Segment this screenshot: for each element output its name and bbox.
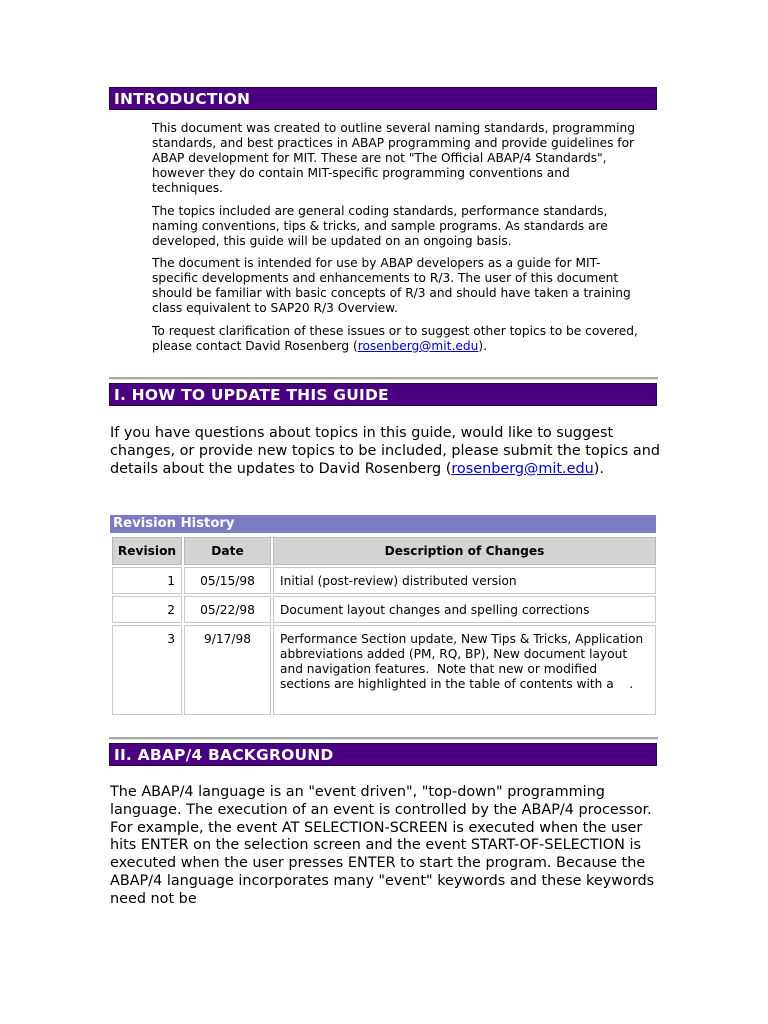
update-text-end: ). xyxy=(593,460,604,477)
update-email-link[interactable]: rosenberg@mit.edu xyxy=(451,460,594,477)
revision-description: Performance Section update, New Tips & Tricks, Application abbreviations added (PM, RQ, BP), New document layout and navigation features. Note that new or modified sections are highlighted in the table of contents with a . xyxy=(273,625,656,715)
rosenberg-email-link[interactable]: rosenberg@mit.edu xyxy=(357,339,479,353)
intro-paragraph-1: This document was created to outline several naming standards, programming standards, and best practices in ABAP programming and provide guidelines for ABAP development for MIT. These are not "The Official ABAP/4 Standards", however they do contain MIT-specific programming conventions and techniques. xyxy=(152,121,636,195)
table-row xyxy=(112,596,656,623)
revision-description: Document layout changes and spelling corrections xyxy=(273,596,656,623)
update-paragraph xyxy=(110,425,662,478)
revision-history-table xyxy=(110,535,658,717)
table-row xyxy=(112,625,656,715)
intro-paragraph-4 xyxy=(152,324,642,354)
update-guide-heading: I. HOW TO UPDATE THIS GUIDE xyxy=(109,383,657,406)
intro-p4-end: ). xyxy=(478,339,487,353)
table-header-row xyxy=(112,537,656,565)
update-text: If you have questions about topics in this guide, would like to suggest changes, or provide new topics to be included, please submit the topics and details about the updates to David Rosenberg ( xyxy=(110,425,660,477)
section-divider xyxy=(109,737,658,740)
intro-p4-text: To request clarification of these issues or to suggest other topics to be covered, please contact David Rosenberg ( xyxy=(152,324,638,353)
introduction-heading: INTRODUCTION xyxy=(109,87,657,110)
intro-paragraph-2: The topics included are general coding standards, performance standards, naming conventions, tips & tricks, and sample programs. As standards are developed, this guide will be updated on an ongoing basis. xyxy=(152,204,608,248)
revision-date: 05/15/98 xyxy=(184,567,271,594)
revision-history-title: Revision History xyxy=(110,515,656,533)
revision-number: 3 xyxy=(112,625,182,715)
revision-number: 2 xyxy=(112,596,182,623)
abap-background-heading: II. ABAP/4 BACKGROUND xyxy=(109,743,657,766)
column-header-date: Date xyxy=(184,537,271,565)
intro-paragraph-3: The document is intended for use by ABAP developers as a guide for MIT-specific developments and enhancements to R/3. The user of this document should be familiar with basic concepts of R/3 and should have taken a training class equivalent to SAP20 R/3 Overview. xyxy=(152,256,631,315)
section-divider xyxy=(109,377,658,380)
column-header-description: Description of Changes xyxy=(273,537,656,565)
table-row xyxy=(112,567,656,594)
background-paragraph: The ABAP/4 language is an "event driven", "top-down" programming language. The execution of an event is controlled by the ABAP/4 processor. For example, the event AT SELECTION-SCREEN is executed when the user hits ENTER on the selection screen and the event START-OF-SELECTION is executed when the user presses ENTER to start the program. Because the ABAP/4 language incorporates many "event" keywords and these keywords need not be xyxy=(110,784,655,907)
revision-date: 9/17/98 xyxy=(184,625,271,715)
revision-number: 1 xyxy=(112,567,182,594)
column-header-revision: Revision xyxy=(112,537,182,565)
revision-date: 05/22/98 xyxy=(184,596,271,623)
revision-description: Initial (post-review) distributed version xyxy=(273,567,656,594)
